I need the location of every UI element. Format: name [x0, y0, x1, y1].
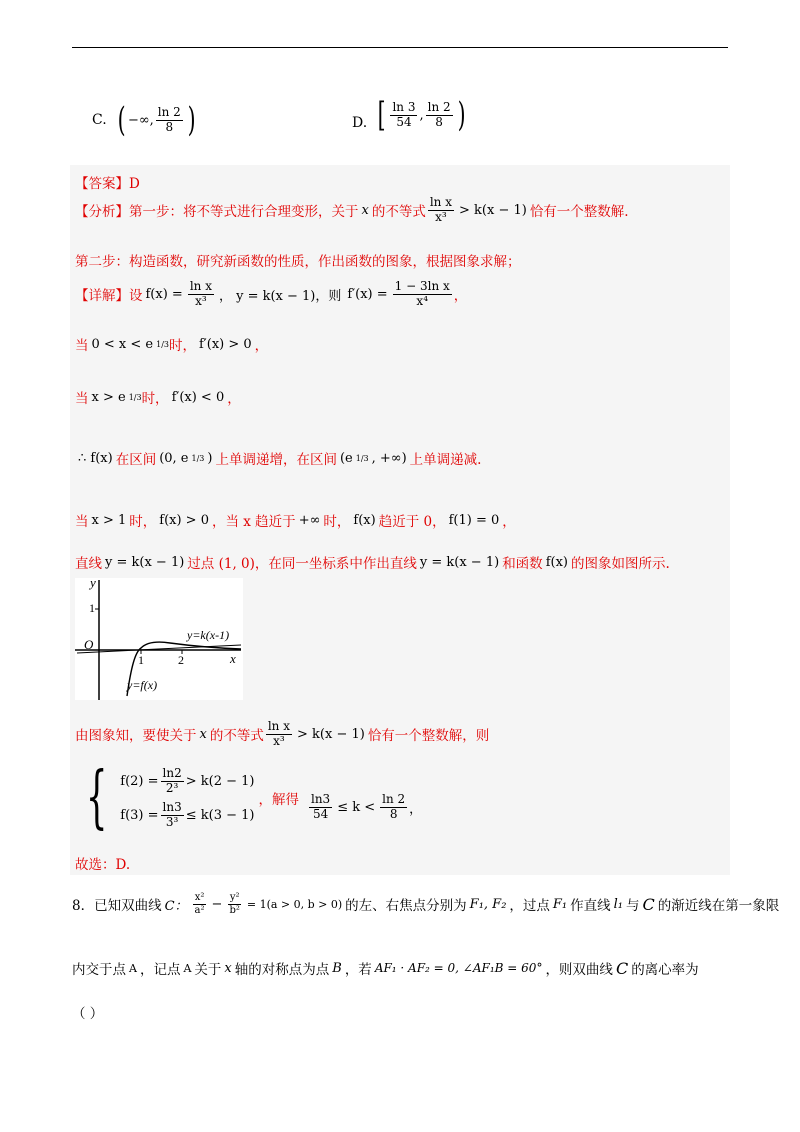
inequality-system: { f(2) = $\frac{\ln 2}{\text{2³}}$ > k(2 − 1) f(3) = $\frac{\ln 3}{\text{3³}}$ ≤ k(3 − 1) ，解得 $\frac{\ln 3}{54}$ ≤ k < $\frac{\ln 2}{8}$ ，: [85, 758, 423, 837]
increasing-condition: 当 0 < x < e 1/3 时， f′(x) > 0 ，: [75, 336, 269, 354]
analysis-line: 【分析】第一步：将不等式进行合理变形，关于 x 的不等式 $\frac{\text{ln x}}{\text{x³}}$ > k(x − 1) 恰有一个整数解.: [75, 195, 629, 224]
curve-label: y=f(x): [127, 678, 158, 692]
answer-line: 【答案】D: [75, 176, 140, 192]
option-d-interval: [ $\frac{\ln 3}{54}$ , $\frac{\ln 2}{8}$ ): [377, 95, 466, 135]
x-axis-label: x: [230, 651, 236, 666]
x-tick-label-1: 1: [138, 653, 144, 667]
question-8-line-2: 内交于点 A ，记点 A 关于 x 轴的对称点为点 B ，若 AF₁ · AF₂ = 0, ∠AF₁B = 60° ，则双曲线 C 的离心率为: [72, 958, 699, 978]
option-d-label: D.: [352, 115, 368, 131]
x-tick-label-2: 2: [178, 653, 184, 667]
question-8-line-1: 8．已知双曲线 C： $\frac{\text{x²}}{\text{a²}}$ − $\frac{\text{y²}}{\text{b²}}$ = 1(a > 0, b > 0) 的左、右焦点分别为 F₁, F₂ ，过点 F₁ 作直线 l₁ 与 C 的渐近线在第一象限: [72, 892, 780, 916]
option-c-interval: ( −∞, $\frac{\ln 2}{8}$ ): [117, 100, 196, 140]
function-graph: [75, 578, 243, 700]
limit-line: 当 x > 1 时， f(x) > 0 ，当 x 趋近于 +∞ 时， f(x) 趋近于 0， f(1) = 0 ，: [75, 512, 516, 530]
header-rule: [72, 47, 728, 48]
option-c-label: C.: [92, 112, 107, 128]
system-row-2: f(3) = $\frac{\ln 3}{\text{3³}}$ ≤ k(3 − 1): [120, 799, 255, 829]
y-axis-label: y: [90, 578, 96, 590]
system-row-1: f(2) = $\frac{\ln 2}{\text{2³}}$ > k(2 − 1): [120, 765, 255, 795]
detail-line: 【详解】设 f(x) = $\frac{\text{ln x}}{\text{x³}}$ ， y = k(x − 1)，则 f′(x) = $\frac{\text{1 − 3ln x}}{\text{x⁴}}$ ，: [75, 279, 468, 308]
origin-label: O: [84, 637, 94, 652]
choose-line: 故选：D.: [75, 857, 131, 873]
y-tick-label-1: 1: [89, 601, 95, 615]
line-through-point: 直线 y = k(x − 1) 过点 (1, 0) ，在同一坐标系中作出直线 y = k(x − 1) 和函数 f(x) 的图象如图所示.: [75, 554, 670, 572]
result-range: $\frac{\ln 3}{54}$ ≤ k < $\frac{\ln 2}{8}$ ，: [310, 791, 423, 821]
line-label: y=k(x-1): [187, 628, 230, 642]
question-8-paren: （ ）: [72, 1006, 104, 1022]
line-y-k-x-1: [77, 645, 241, 653]
graph-svg: [75, 578, 243, 700]
option-c: [92, 100, 198, 140]
decreasing-condition: 当 x > e 1/3 时， f′(x) < 0 ，: [75, 389, 241, 407]
from-graph-line: 由图象知，要使关于 x 的不等式 $\frac{\text{ln x}}{\text{x³}}$ > k(x − 1) 恰有一个整数解，则: [75, 719, 490, 748]
option-d: [352, 95, 468, 135]
monotonic-line: ∴ f(x) 在区间 (0, e 1/3 ) 上单调递增，在区间 (e 1/3 , +∞) 上单调递减.: [78, 450, 482, 468]
step2-line: 第二步：构造函数，研究新函数的性质，作出函数的图象，根据图象求解；: [75, 254, 521, 270]
